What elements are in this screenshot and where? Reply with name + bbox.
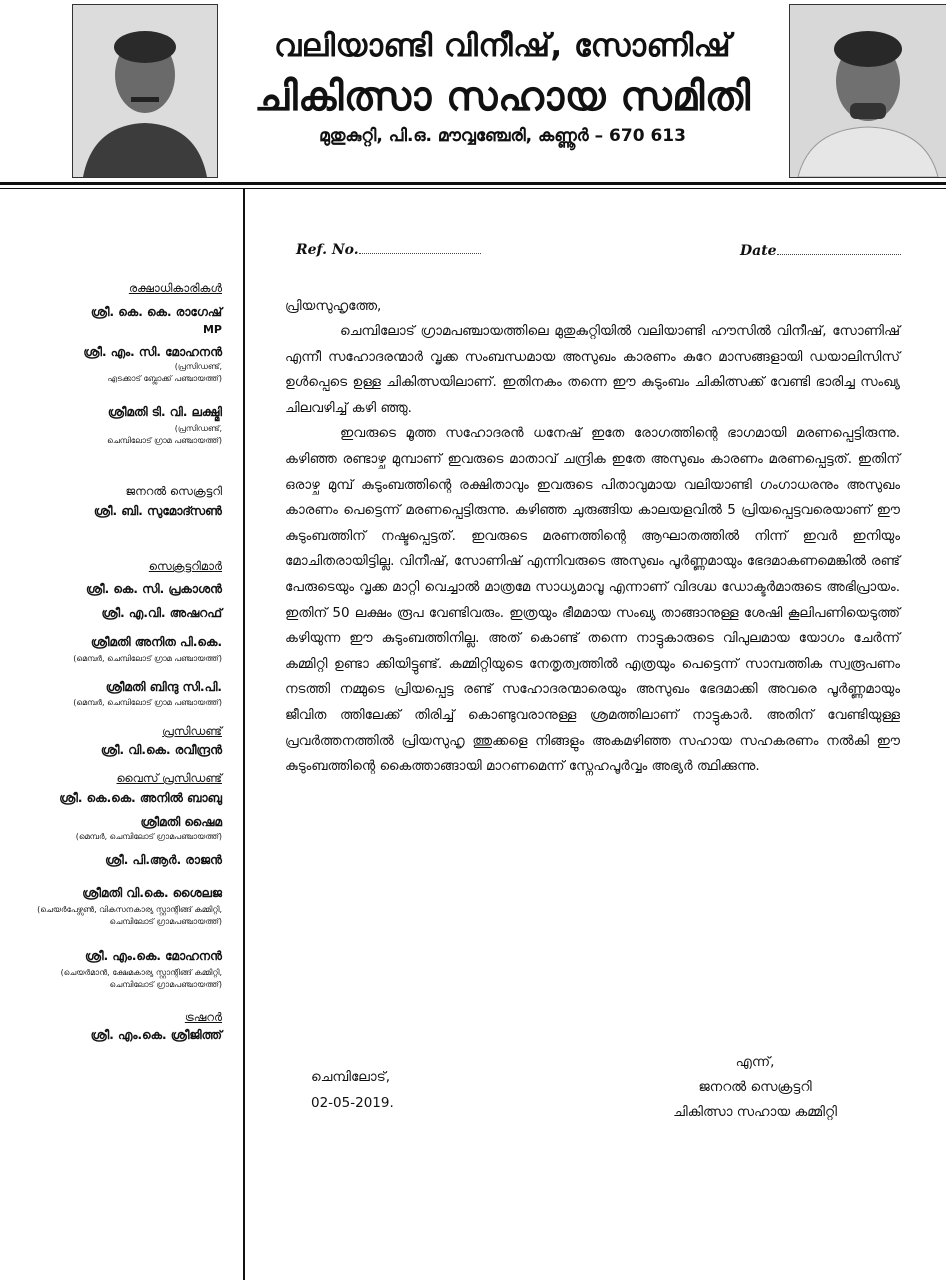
vp2-note: (മെമ്പർ, ചെമ്പിലോട് ഗ്രാമപഞ്ചായത്ത്) [75, 832, 222, 841]
header-rule-thick [0, 182, 946, 185]
sidebar-divider [243, 189, 245, 1280]
vp5-note: (ചെയർമാൻ, ക്ഷേമകാര്യ സ്റ്റാന്റിങ്ങ് കമ്മിറ്റി, [60, 968, 222, 977]
sec4-note: (മെമ്പർ, ചെമ്പിലോട് ഗ്രാമ പഞ്ചായത്ത്) [73, 698, 222, 707]
ref-no-label: Ref. No. [296, 242, 359, 258]
ref-no-dotted-line [359, 243, 481, 254]
president-name: ശ്രീ. വി.കെ. രവീന്ദ്രൻ [100, 743, 222, 757]
photo-sonish [789, 4, 946, 178]
signature-line1: എന്ന്, [735, 1054, 775, 1070]
patrons-heading: രക്ഷാധികാരികൾ [128, 281, 222, 295]
place-date-block [311, 1064, 394, 1116]
patron2-note1: (പ്രസിഡണ്ട്, [174, 362, 222, 371]
header-rule-thin [0, 188, 946, 189]
letter-salutation: പ്രിയസുഹൃത്തേ, [285, 298, 382, 314]
header-title-line1: വലിയാണ്ടി വിനീഷ്, സോണിഷ് [274, 28, 731, 64]
sec1-name: ശ്രീ. കെ. സി. പ്രകാശൻ [85, 582, 222, 596]
patron3-name: ശ്രീമതി ടി. വി. ലക്ഷ്മി [107, 405, 222, 419]
vp5-name: ശ്രീ. എം.കെ. മോഹനൻ [84, 949, 222, 963]
gensec-heading: ജനറൽ സെക്രട്ടറി [125, 484, 222, 498]
sec2-name: ശ്രീ. എ.വി. അഷറഫ് [101, 606, 222, 620]
vp1-name: ശ്രീ. കെ.കെ. അനിൽ ബാബു [59, 791, 222, 805]
header-address: മുതുകുറ്റി, പി.ഒ. മൗവ്വഞ്ചേരി, കണ്ണൂർ – 670 613 [319, 126, 686, 146]
place-text: ചെമ്പിലോട്, [311, 1069, 391, 1085]
patron2-name: ശ്രീ. എം. സി. മോഹനൻ [83, 345, 222, 359]
vp5-note2: ചെമ്പിലോട് ഗ്രാമപഞ്ചായത്ത്) [109, 980, 222, 989]
sec3-name: ശ്രീമതി അനിത പി.കെ. [90, 635, 222, 649]
treasurer-heading: ട്രഷറർ [184, 1010, 222, 1024]
vp-heading: വൈസ് പ്രസിഡണ്ട് [116, 771, 222, 785]
patron3-note1: (പ്രസിഡണ്ട്, [174, 424, 222, 433]
president-heading: പ്രസിഡണ്ട് [162, 724, 222, 738]
secretaries-heading: സെക്രട്ടറിമാർ [148, 559, 222, 573]
patron3-note2: ചെമ്പിലോട് ഗ്രാമ പഞ്ചായത്ത്) [107, 436, 222, 445]
sec4-name: ശ്രീമതി ബിന്ദു സി.പി. [105, 680, 222, 694]
date-field [740, 243, 901, 259]
ref-no-field [296, 242, 481, 258]
signature-line2: ജനറൽ സെക്രട്ടറി [698, 1079, 812, 1095]
letter-paragraph-1: ചെമ്പിലോട് ഗ്രാമപഞ്ചായത്തിലെ മുതുകുറ്റിയിൽ വലിയാണ്ടി ഹൗസിൽ വിനീഷ്, സോണിഷ് എന്നീ സഹോദരന്മാർ വൃക്ക സംബന്ധമായ അസുഖം കാരണം കുറേ മാസങ്ങളായി ഡയാലിസിസ് ഉൾപ്പെടെ ഉള്ള ചികിത്സയിലാണ്. ഇതിനകം തന്നെ ഈ കുടുംബം ചികിത്സക്ക് വേണ്ടി ഭാരിച്ച സംഖ്യ ചിലവഴിച്ച് കഴി ഞ്ഞു. [285, 323, 900, 416]
patron2-note2: എടക്കാട് ബ്ലോക്ക് പഞ്ചായത്ത്) [107, 374, 222, 383]
letter-body [285, 319, 900, 780]
vp4-note2: ചെമ്പിലോട് ഗ്രാമപഞ്ചായത്ത്) [109, 917, 222, 926]
vp2-name: ശ്രീമതി ഷൈമ [140, 815, 222, 829]
date-label: Date [740, 243, 777, 259]
signature-line3: ചികിത്സാ സഹായ കമ്മിറ്റി [673, 1104, 837, 1120]
vp4-name: ശ്രീമതി വി.കെ. ശൈലജ [82, 886, 222, 900]
patron1-title: MP [202, 323, 222, 336]
date-dotted-line [777, 244, 901, 255]
treasurer-name: ശ്രീ. എം.കെ. ശ്രീജിത്ത് [90, 1028, 222, 1042]
signature-block [640, 1050, 870, 1125]
vp4-note: (ചെയർപേഴ്സൺ, വികസനകാര്യ സ്റ്റാന്റിങ്ങ് കമ്മിറ്റി, [37, 905, 222, 914]
photo-vineesh [72, 4, 218, 178]
sec3-note: (മെമ്പർ, ചെമ്പിലോട് ഗ്രാമ പഞ്ചായത്ത്) [73, 654, 222, 663]
header-title-line2: ചികിത്സാ സഹായ സമിതി [254, 74, 751, 120]
vp3-name: ശ്രീ. പി.ആർ. രാജൻ [105, 853, 222, 867]
letter-paragraph-2: ഇവരുടെ മൂത്ത സഹോദരൻ ധനേഷ് ഇതേ രോഗത്തിന്റെ ഭാഗമായി മരണപ്പെട്ടിരുന്നു. കഴിഞ്ഞ രണ്ടാഴ്ച മുമ്പാണ് ഇവരുടെ മാതാവ് ചന്ദ്രിക ഇതേ അസുഖം കാരണം മരണപ്പെട്ടത്. ഇതിന് ഒരാഴ്ച മുമ്പ് കുടുംബത്തിന്റെ രക്ഷിതാവും ഇവരുടെ പിതാവുമായ വലിയാണ്ടി ഗംഗാധരനും അസുഖം കാരണം പെട്ടെന്ന് മരണപ്പെട്ടിരുന്നു. കഴിഞ്ഞ ചുരുങ്ങിയ കാലയളവിൽ 5 പ്രിയപ്പെട്ടവരെയാണ് ഈ കുടുംബത്തിന് നഷ്ടപ്പെട്ടത്. ഇവരുടെ മരണത്തിന്റെ ആഘാതത്തിൽ നിന്ന് ഇവർ ഇനിയും മോചിതരായിട്ടില്ല. വിനീഷ്, സോണിഷ് എന്നിവരുടെ അസുഖം പൂർണ്ണമായും ഭേദമാകണമെങ്കിൽ രണ്ട് പേരുടെയും വൃക്ക മാറ്റി വെച്ചാൽ മാത്രമേ സാധ്യമാവൂ എന്നാണ് വിദഗ്ദ്ധ ഡോക്ടർമാരുടെ അഭിപ്രായം. ഇതിന് 50 ലക്ഷം രൂപ വേണ്ടിവരും. ഇത്രയും ഭീമമായ സംഖ്യ താങ്ങാനുള്ള ശേഷി കൂലിപണിയെടുത്ത് കഴിയുന്ന ഈ കുടുംബത്തിനില്ല. അത് കൊണ്ട് തന്നെ നാട്ടുകാരുടെ വിപുലമായ യോഗം ചേർന്ന് കമ്മിറ്റി ഉണ്ടാ ക്കിയിട്ടുണ്ട്. കമ്മിറ്റിയുടെ നേതൃത്വത്തിൽ എത്രയും പെട്ടെന്ന് സാമ്പത്തിക സ്വരൂപണം നടത്തി നമ്മുടെ പ്രിയപ്പെട്ട രണ്ട് സഹോദരന്മാരെയും അസുഖം ഭേദമാക്കി അവരെ പൂർണ്ണമായും ജീവിത ത്തിലേക്ക് തിരിച്ച് കൊണ്ടുവരാനുള്ള ശ്രമത്തിലാണ് നാട്ടുകാർ. അതിന് വേണ്ടിയുള്ള പ്രവർത്തനത്തിൽ പ്രിയസുഹൃ ത്തുക്കളെ നിങ്ങളും അകമഴിഞ്ഞ സഹായ സഹകരണം നൽകി ഈ കുടുംബത്തിന്റെ കൈത്താങ്ങായി മാറണമെന്ന് സ്നേഹപൂർവ്വം അഭ്യർ ത്ഥിക്കുന്നു. [285, 425, 900, 775]
date-text: 02-05-2019. [311, 1095, 394, 1111]
patron1-name: ശ്രീ. കെ. കെ. രാഗേഷ് [90, 305, 222, 319]
gensec-name: ശ്രീ. ബി. സുമോദ്സൺ [93, 504, 222, 518]
